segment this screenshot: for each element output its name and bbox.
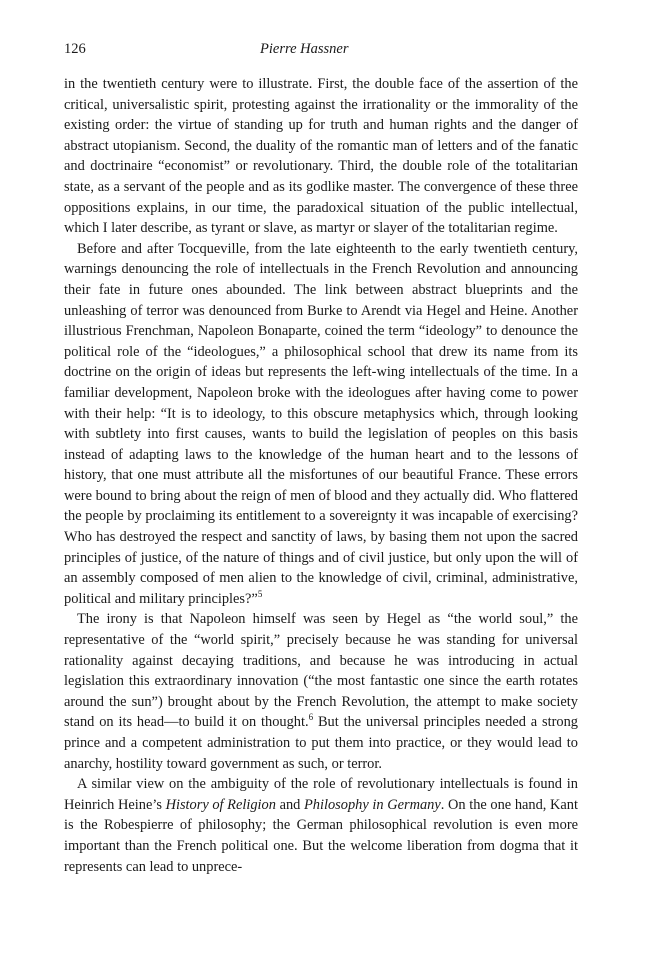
- book-page: [64, 40, 578, 877]
- running-title: Pierre Hassner: [260, 41, 349, 57]
- paragraph-1-text: in the twentieth century were to illustrate. First, the double face of the assertion of the critical, universalistic spirit, protesting against the irrationality or the immorality of the existing order: the virtue of standing up for truth and human rights and the danger of abstract utopianism. Second, the duality of the romantic man of letters and of the fanatic and doctrinaire “economist” or revolutionary. Third, the double role of the totalitarian state, as a servant of the people and as its godlike master. The convergence of these three oppositions explains, in our time, the paradoxical situation of the public intellectual, which I later describe, as tyrant or slave, as martyr or slayer of the totalitarian regime.: [64, 76, 578, 237]
- paragraph-3: [64, 609, 578, 774]
- paragraph-2-text: Before and after Tocqueville, from the late eighteenth to the early twentieth century, warnings denouncing the role of intellectuals in the French Revolution and announcing their fate in future ones abounded. The link between abstract blueprints and the unleashing of terror was denounced from Burke to Arendt via Hegel and Heine. Another illustrious Frenchman, Napoleon Bonaparte, coined the term “ideology” to denounce the political role of the “ideologues,” a philosophical school that drew its name from its doctrine on the origin of ideas but represents the left-wing intellectuals of the time. In a familiar development, Napoleon broke with the ideologues after having come to power with their help: “It is to ideology, to this obscure metaphysics which, through looking with subtlety into first causes, wants to build the legislation of peoples on this basis instead of adapting laws to the knowledge of the human heart and to the lessons of history, that one must attribute all the misfortunes of our beautiful France. These errors were bound to bring about the reign of men of blood and they actually did. Who flattered the people by proclaiming its entitlement to a sovereignty it was incapable of exercising? Who has destroyed the respect and sanctity of laws, by basing them not upon the sacred principles of justice, of the nature of things and of civil justice, but only upon the will of an assembly composed of men alien to the knowledge of civil, criminal, administrative, political and military principles?”: [64, 240, 578, 607]
- paragraph-4-text-b: . On the one hand, Kant is the Robespierre of philosophy; the German philosophical revolution is even more important than the French political one. But the welcome liberation from dogma that it represents can lead to unprece-: [64, 796, 578, 875]
- footnote-marker-5: 5: [257, 589, 263, 600]
- paragraph-4-and: and: [275, 796, 304, 813]
- book-title-history-of-religion: History of Religion: [165, 796, 276, 813]
- paragraph-3-text-a: The irony is that Napoleon himself was seen by Hegel as “the world soul,” the representative of the “world spirit,” precisely because he was standing for universal rationality against decaying traditions, and because he was introducing in actual legislation this extraordinary innovation (“the most fantastic one since the earth rotates around the sun”) brought about by the French Revolution, the attempt to make society stand on its head—to build it on thought.: [64, 611, 578, 731]
- page-number: 126: [64, 41, 86, 57]
- footnote-marker-6: 6: [308, 712, 314, 723]
- running-header: [64, 40, 578, 58]
- paragraph-1: [64, 74, 578, 239]
- paragraph-4: [64, 774, 578, 877]
- paragraph-4-text-a: A similar view on the ambiguity of the role of revolutionary intellectuals is found in Heinrich Heine’s: [64, 776, 578, 813]
- book-title-philosophy-in-germany: Philosophy in Germany: [304, 796, 441, 813]
- body-text: [64, 74, 578, 877]
- paragraph-3-text-b: But the universal principles needed a strong prince and a competent administration to put them into practice, or they would lead to anarchy, hostility toward government as such, or terror.: [64, 714, 579, 772]
- paragraph-2: [64, 239, 578, 610]
